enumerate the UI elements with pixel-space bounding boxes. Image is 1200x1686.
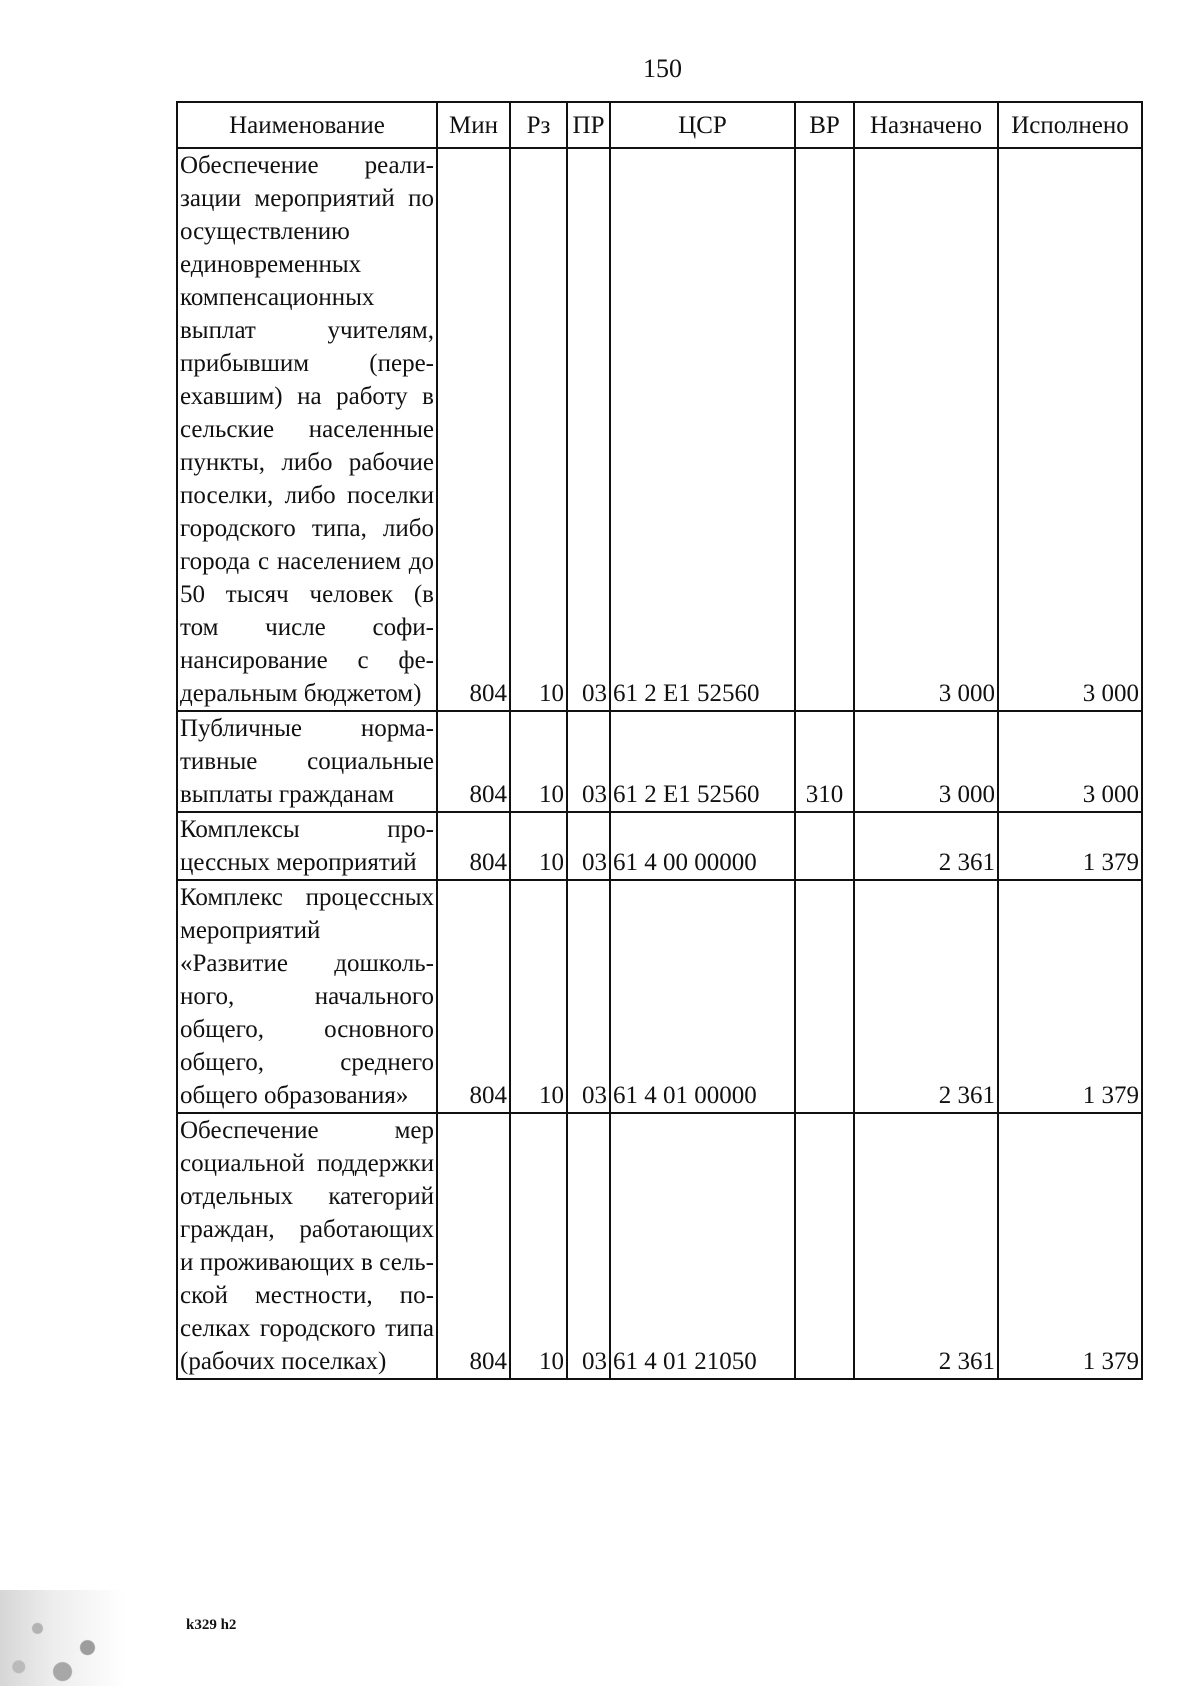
row-pr: 03 xyxy=(567,880,610,1113)
footer-document-code: k329 h2 xyxy=(186,1617,237,1633)
row-vr xyxy=(795,148,854,711)
row-min: 804 xyxy=(437,880,510,1113)
header-pr: ПР xyxy=(567,102,610,148)
row-ispolneno: 1 379 xyxy=(998,1113,1142,1379)
row-pr: 03 xyxy=(567,812,610,880)
row-vr xyxy=(795,880,854,1113)
row-ispolneno: 1 379 xyxy=(998,812,1142,880)
header-naznacheno: Назначено xyxy=(854,102,998,148)
row-pr: 03 xyxy=(567,711,610,812)
table-row xyxy=(177,148,1142,711)
row-name: Публичные нормативные социальные выплаты гражданам xyxy=(177,711,437,812)
row-naznacheno: 3 000 xyxy=(854,148,998,711)
table-row xyxy=(177,1113,1142,1379)
header-min: Мин xyxy=(437,102,510,148)
table-row xyxy=(177,711,1142,812)
row-vr xyxy=(795,812,854,880)
row-vr xyxy=(795,1113,854,1379)
row-naznacheno: 2 361 xyxy=(854,880,998,1113)
row-pr: 03 xyxy=(567,148,610,711)
row-rz: 10 xyxy=(510,812,567,880)
row-csr: 61 2 Е1 52560 xyxy=(610,711,795,812)
row-rz: 10 xyxy=(510,880,567,1113)
table-header-row xyxy=(177,102,1142,148)
row-rz: 10 xyxy=(510,1113,567,1379)
table-row xyxy=(177,880,1142,1113)
header-csr: ЦСР xyxy=(610,102,795,148)
row-min: 804 xyxy=(437,711,510,812)
header-rz: Рз xyxy=(510,102,567,148)
row-ispolneno: 1 379 xyxy=(998,880,1142,1113)
header-name: Наименование xyxy=(177,102,437,148)
row-csr: 61 2 Е1 52560 xyxy=(610,148,795,711)
row-csr: 61 4 01 00000 xyxy=(610,880,795,1113)
row-naznacheno: 2 361 xyxy=(854,1113,998,1379)
header-ispolneno: Исполнено xyxy=(998,102,1142,148)
row-name: Комплекс процессных мероприятий «Развитие дошкольного, начального общего, основного общего, среднего общего образования» xyxy=(177,880,437,1113)
row-naznacheno: 3 000 xyxy=(854,711,998,812)
scan-noise-mark xyxy=(0,1590,125,1686)
row-rz: 10 xyxy=(510,711,567,812)
row-name: Обеспечение мер социальной поддержки отдельных категорий граждан, работающих и проживающих в сельской местности, поселках городского типа (рабочих поселках) xyxy=(177,1113,437,1379)
row-csr: 61 4 01 21050 xyxy=(610,1113,795,1379)
header-vr: ВР xyxy=(795,102,854,148)
row-rz: 10 xyxy=(510,148,567,711)
page-number: 150 xyxy=(643,54,682,83)
row-pr: 03 xyxy=(567,1113,610,1379)
row-min: 804 xyxy=(437,1113,510,1379)
budget-table xyxy=(176,101,1143,1380)
row-ispolneno: 3 000 xyxy=(998,148,1142,711)
row-naznacheno: 2 361 xyxy=(854,812,998,880)
row-min: 804 xyxy=(437,148,510,711)
table-row xyxy=(177,812,1142,880)
row-vr: 310 xyxy=(795,711,854,812)
row-min: 804 xyxy=(437,812,510,880)
row-csr: 61 4 00 00000 xyxy=(610,812,795,880)
row-ispolneno: 3 000 xyxy=(998,711,1142,812)
row-name: Комплексы процессных мероприятий xyxy=(177,812,437,880)
row-name: Обеспечение реализации мероприятий по осуществлению единовременных компенсационных выплат учителям, прибывшим (переехавшим) на работу в сельские населенные пункты, либо рабочие поселки, либо поселки городского типа, либо города с населением до 50 тысяч человек (в том числе софинансирование с федеральным бюджетом) xyxy=(177,148,437,711)
